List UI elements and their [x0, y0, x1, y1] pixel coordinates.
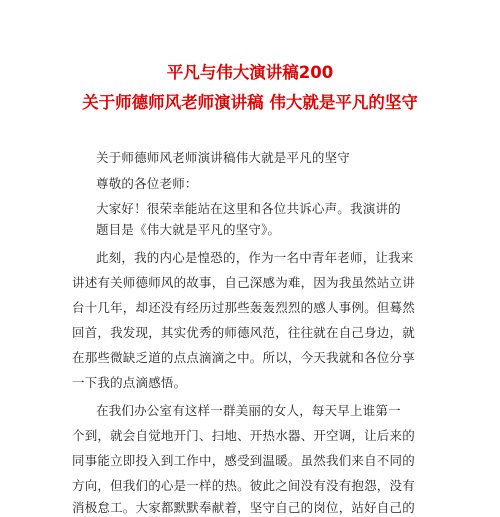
body-line: 回首，我发现，其实优秀的师德风范，往往就在自己身边，就 — [72, 325, 415, 340]
body-line: 在我们办公室有这样一群美丽的女人，每天早上谁第一 — [96, 403, 401, 418]
body-line: 题目是《伟大就是平凡的坚守》。 — [96, 222, 281, 237]
document-subtitle: 关于师德师风老师演讲稿 伟大就是平凡的坚守 — [82, 93, 418, 112]
document-title: 平凡与伟大演讲稿200 — [166, 63, 334, 82]
body-line: 一下我的点滴感悟。 — [72, 375, 187, 390]
body-line: 在那些微缺乏道的点点滴滴之中。所以，今天我就和各位分享 — [72, 350, 415, 365]
body-line: 台十几年，却还没有经历过那些轰轰烈烈的感人事例。但蓦然 — [72, 300, 415, 315]
body-line: 方向，但我们的心是一样的热。彼此之间没有没有抱怨，没有 — [72, 478, 415, 493]
body-line: 此刻，我的内心是惶恐的，作为一名中青年老师，让我来 — [96, 250, 414, 265]
body-line: 同事能立即投入到工作中，感受到温暖。虽然我们来自不同的 — [72, 453, 415, 468]
speech-heading: 关于师德师风老师演讲稿伟大就是平凡的坚守 — [96, 150, 351, 165]
body-line: 消极怠工。大家都默默奉献着，坚守自己的岗位，站好自己的 — [72, 500, 415, 515]
body-line: 个到，就会自觉地开门、扫地、开热水器、开空调，让后来的 — [72, 428, 415, 443]
salutation: 尊敬的各位老师： — [96, 176, 198, 191]
body-line: 讲述有关师德师风的故事，自己深感为难，因为我虽然站立讲 — [72, 275, 415, 290]
body-line: 大家好！很荣幸能站在这里和各位共诉心声。我演讲的 — [96, 201, 401, 216]
